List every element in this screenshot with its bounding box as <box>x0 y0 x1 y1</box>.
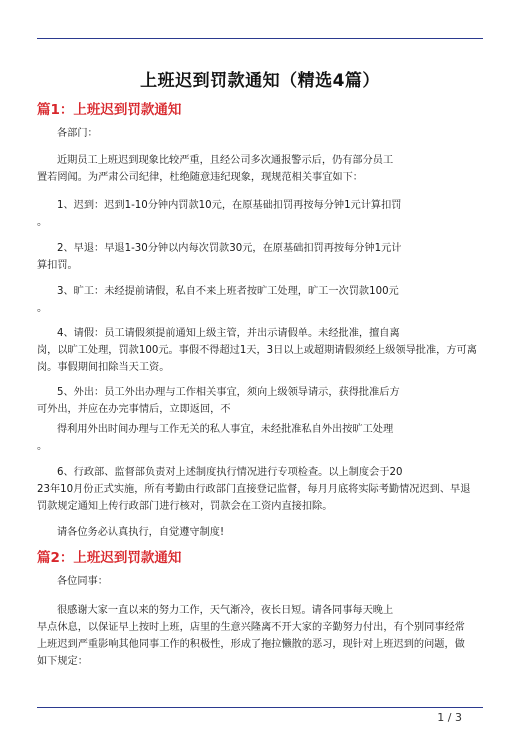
section-1-paragraph: 3、旷工：未经提前请假，私自不来上班者按旷工处理，旷工一次罚款100元 。 <box>37 286 399 314</box>
section-1-heading: 篇1：上班迟到罚款通知 <box>37 102 182 118</box>
section-1-paragraph: 5、外出：员工外出办理与工作相关事宜，须向上级领导请示，获得批准后方 可外出，并应在办完事情后，立即返回，不 <box>37 387 400 415</box>
section-2-paragraph: 很感谢大家一直以来的努力工作，天气渐冷，夜长日短。请各同事每天晚上 早点休息，以保证早上按时上班，店里的生意兴隆离不开大家的辛勤努力付出，有个别同事经常 上班迟到严重影响其他同事工作的积极性，形成了拖拉懒散的恶习，现针对上班迟到的问题，做 如下规定： <box>37 605 465 667</box>
page-number: 1 / 3 <box>437 711 462 724</box>
section-1-paragraph: 得利用外出时间办理与工作无关的私人事宜，未经批准私自外出按旷工处理 。 <box>37 424 394 452</box>
footer-rule <box>37 707 483 708</box>
document-title: 上班迟到罚款通知（精选4篇） <box>140 71 380 91</box>
header-rule <box>37 38 483 39</box>
section-1-paragraph: 请各位务必认真执行，自觉遵守制度! <box>57 527 225 538</box>
section-2-greeting: 各位同事： <box>57 576 108 587</box>
section-1-greeting: 各部门： <box>57 128 98 139</box>
section-1-paragraph: 6、行政部、监督部负责对上述制度执行情况进行专项检查。以上制度会于20 23年10月份正式实施，所有考勤由行政部门直接登记监督，每月月底将实际考勤情况迟到、早退 罚款规定通知上传行政部门进行核对，罚款会在工资内直接扣除。 <box>37 467 471 512</box>
section-1-paragraph: 1、迟到：迟到1-10分钟内罚款10元，在原基础扣罚再按每分钟1元计算扣罚 。 <box>37 200 402 228</box>
section-1-paragraph: 2、早退：早退1-30分钟以内每次罚款30元，在原基础扣罚再按每分钟1元计 算扣罚。 <box>37 243 402 271</box>
section-1-paragraph: 近期员工上班迟到现象比较严重，且经公司多次通报警示后，仍有部分员工 置若罔闻。为严肃公司纪律，杜绝随意违纪现象，现规范相关事宜如下： <box>37 155 394 183</box>
section-1-paragraph: 4、请假：员工请假须提前通知上级主管，并出示请假单。未经批准，擅自离 岗，以旷工处理，罚款100元。事假不得超过1天，3日以上或超期请假须经上级领导批准，方可离 岗。事假期间扣除当天工资。 <box>37 328 477 373</box>
section-2-heading: 篇2：上班迟到罚款通知 <box>37 550 182 566</box>
